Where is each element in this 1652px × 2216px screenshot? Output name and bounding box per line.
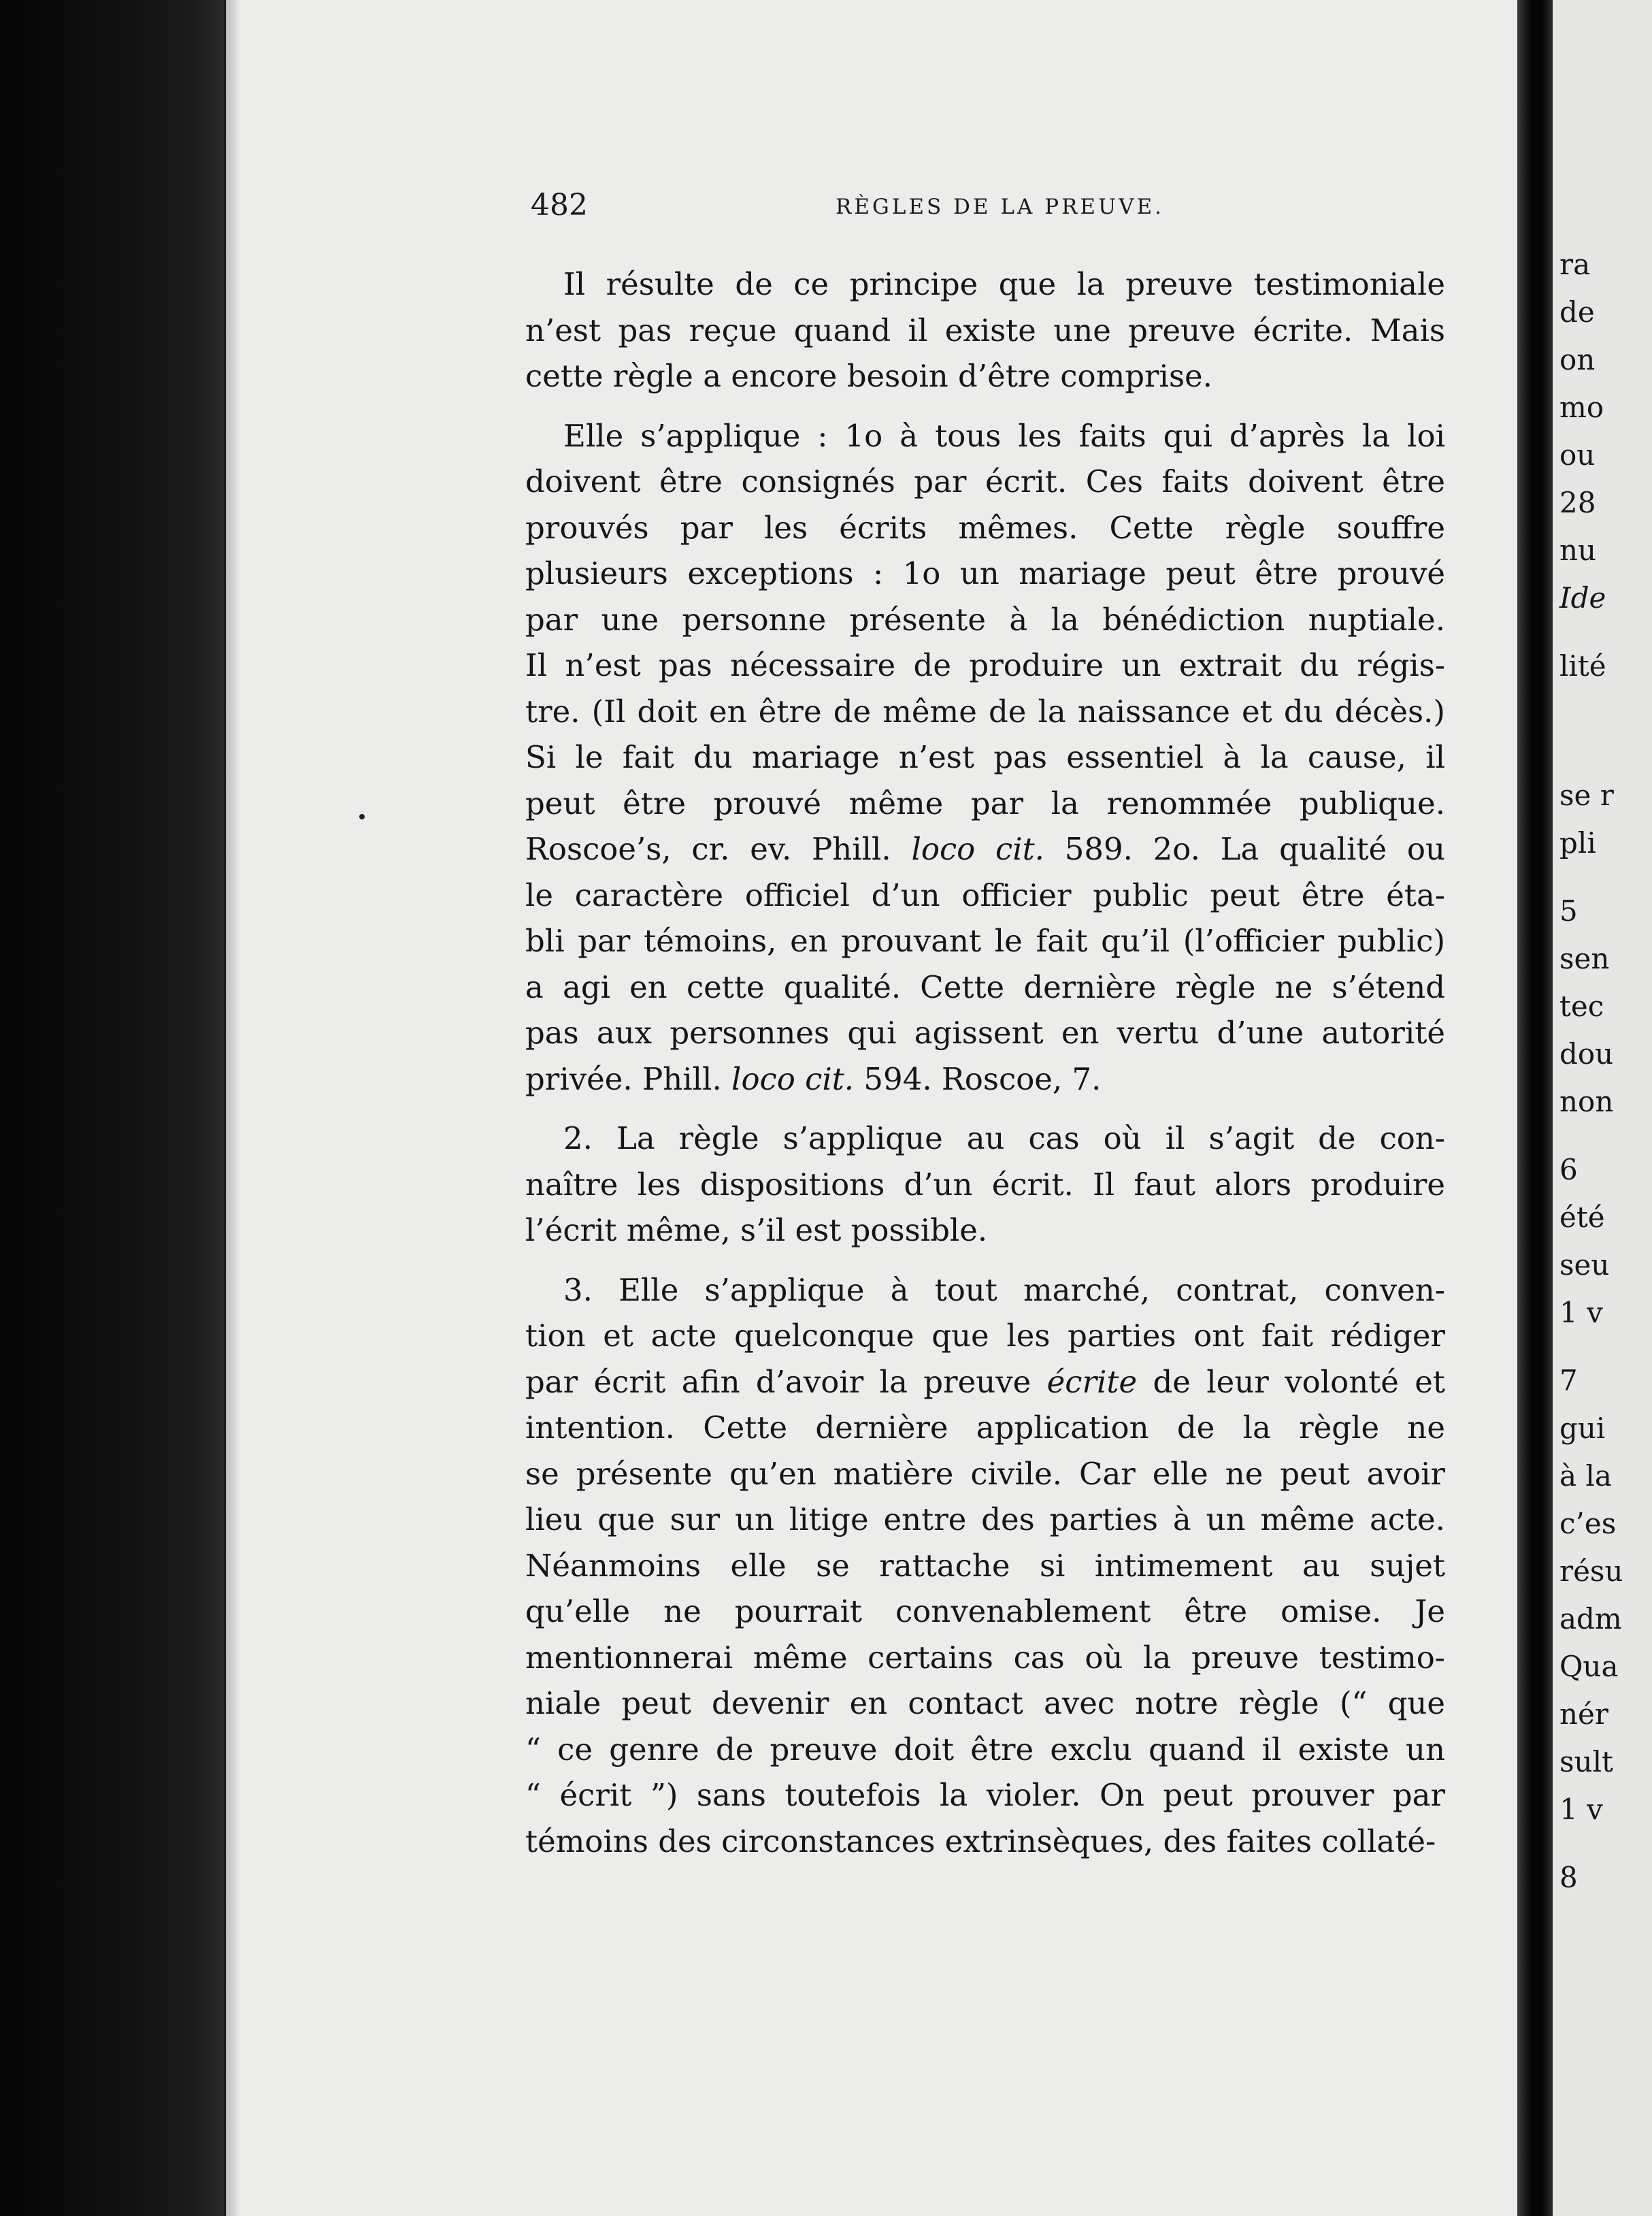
text-line: qu’elle ne pourrait convenablement être omise. Je [525, 1593, 1445, 1629]
adjacent-page-fragment: seu [1559, 1248, 1610, 1282]
adjacent-page-fragment: Ide [1559, 581, 1606, 615]
ink-speck [359, 814, 365, 819]
adjacent-page-fragment: 7 [1559, 1364, 1578, 1397]
text-line: plusieurs exceptions : 1o un mariage peut être prouvé [525, 555, 1445, 591]
scan-left-edge [0, 0, 225, 2216]
book-gutter [1517, 0, 1553, 2216]
text-line: par une personne présente à la bénédiction nuptiale. [525, 601, 1445, 638]
text-line: Il résulte de ce principe que la preuve testimoniale [563, 266, 1445, 302]
adjacent-page-fragment: sen [1559, 942, 1610, 975]
paragraph [525, 1267, 1445, 1865]
running-header [531, 188, 1510, 229]
adjacent-page-fragment: 8 [1559, 1861, 1578, 1894]
text-line: n’est pas reçue quand il existe une preuve écrite. Mais [525, 312, 1445, 348]
text-line: 3. Elle s’applique à tout marché, contrat, conven- [563, 1271, 1445, 1308]
adjacent-page-fragment: on [1559, 343, 1596, 376]
text-run: 594. Roscoe, 7. [854, 1060, 1102, 1097]
text-line: Si le fait du mariage n’est pas essentiel à la cause, il [525, 739, 1445, 775]
adjacent-page-fragment: pli [1559, 826, 1596, 860]
adjacent-page-fragment: Qua [1559, 1650, 1619, 1683]
adjacent-page-fragment: mo [1559, 391, 1604, 424]
adjacent-page-fragment: dou [1559, 1037, 1614, 1071]
text-line: témoins des circonstances extrinsèques, des faites collaté- [525, 1823, 1436, 1859]
text-run: 589. 2o. La qualité ou [1044, 831, 1445, 867]
text-line: prouvés par les écrits mêmes. Cette règle souffre [525, 509, 1445, 546]
adjacent-page-fragment: c’es [1559, 1507, 1617, 1540]
text-line: bli par témoins, en prouvant le fait qu’il (l’officier public) [525, 923, 1445, 959]
text-line: cette règle a encore besoin d’être comprise. [525, 358, 1212, 394]
page-number: 482 [531, 188, 588, 223]
text-run: par écrit afin d’avoir la preuve [525, 1363, 1047, 1400]
text-run: de leur volonté et [1137, 1363, 1445, 1400]
adjacent-page-fragment: 5 [1559, 894, 1578, 928]
adjacent-page-fragment: nu [1559, 534, 1597, 567]
text-line: “ écrit ”) sans toutefois la violer. On peut prouver par [525, 1777, 1445, 1813]
adjacent-page-fragment: 1 v [1559, 1296, 1603, 1329]
text-line [525, 1359, 1445, 1405]
italic-citation: loco cit. [731, 1060, 855, 1097]
text-line: le caractère officiel d’un officier public peut être éta- [525, 877, 1445, 913]
text-line: doivent être consignés par écrit. Ces faits doivent être [525, 463, 1445, 500]
text-line: a agi en cette qualité. Cette dernière règle ne s’étend [525, 968, 1445, 1005]
text-line: “ ce genre de preuve doit être exclu quand il existe un [525, 1731, 1445, 1767]
text-line: Néanmoins elle se rattache si intimement au sujet [525, 1547, 1445, 1584]
text-line: peut être prouvé même par la renommée publique. [525, 785, 1445, 821]
text-line: tion et acte quelconque que les parties ont fait rédiger [525, 1318, 1445, 1354]
adjacent-page-fragment: sult [1559, 1745, 1613, 1778]
text-line [525, 1056, 1445, 1103]
adjacent-page-fragment: se r [1559, 779, 1614, 812]
text-line: intention. Cette dernière application de la règle ne [525, 1410, 1445, 1446]
text-line: tre. (Il doit en être de même de la naissance et du décès.) [525, 693, 1445, 730]
italic-citation: loco cit. [911, 831, 1044, 867]
text-line: se présente qu’en matière civile. Car elle ne peut avoir [525, 1455, 1445, 1492]
adjacent-page-fragment: ra [1559, 248, 1591, 281]
text-line: Il n’est pas nécessaire de produire un extrait du régis- [525, 647, 1445, 683]
text-line: 2. La règle s’applique au cas où il s’agit de con- [563, 1120, 1445, 1156]
paragraph [525, 1115, 1445, 1254]
adjacent-page-fragment: 1 v [1559, 1793, 1603, 1826]
text-line: l’écrit même, s’il est possible. [525, 1212, 988, 1248]
adjacent-page-fragment: nér [1559, 1697, 1608, 1731]
adjacent-page-fragment: à la [1559, 1459, 1612, 1493]
text-line: mentionnerai même certains cas où la preuve testimo- [525, 1639, 1445, 1676]
adjacent-page-fragment: lité [1559, 649, 1606, 683]
italic-citation: écrite [1046, 1363, 1138, 1400]
adjacent-page-fragment: non [1559, 1085, 1614, 1118]
body-text [525, 261, 1445, 1878]
text-line: niale peut devenir en contact avec notre règle (“ que [525, 1685, 1445, 1721]
adjacent-page-fragment: gui [1559, 1412, 1606, 1445]
adjacent-page-fragment: adm [1559, 1602, 1622, 1635]
paragraph [525, 413, 1445, 1103]
adjacent-page-fragment: ou [1559, 438, 1596, 472]
adjacent-page-edge [1553, 0, 1652, 2216]
text-line: naître les dispositions d’un écrit. Il faut alors produire [525, 1166, 1445, 1203]
adjacent-page-fragment: 28 [1559, 486, 1596, 519]
adjacent-page-fragment: tec [1559, 990, 1604, 1023]
text-line: lieu que sur un litige entre des parties à un même acte. [525, 1501, 1445, 1537]
running-title: RÈGLES DE LA PREUVE. [836, 195, 1165, 219]
text-line: pas aux personnes qui agissent en vertu d’une autorité [525, 1015, 1445, 1051]
adjacent-page-fragment: résu [1559, 1554, 1623, 1588]
adjacent-page-fragment: de [1559, 295, 1595, 329]
text-run: privée. Phill. [525, 1060, 732, 1097]
adjacent-page-fragment: 6 [1559, 1153, 1578, 1186]
text-line [525, 826, 1445, 873]
text-line: Elle s’applique : 1o à tous les faits qui d’après la loi [563, 417, 1445, 454]
text-run: Roscoe’s, cr. ev. Phill. [525, 831, 912, 867]
paragraph [525, 261, 1445, 400]
adjacent-page-fragment: été [1559, 1201, 1605, 1234]
